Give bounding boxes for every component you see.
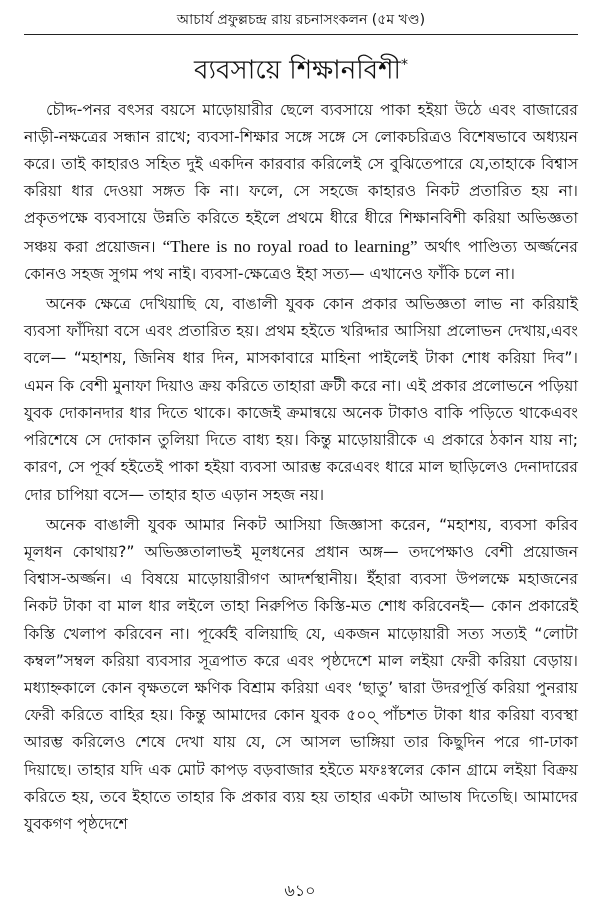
running-header: আচার্য প্রফুল্লচন্দ্র রায় রচনাসংকলন (৫ম খণ্ড): [176, 12, 426, 28]
paragraph-1: [24, 97, 578, 288]
paragraph-1-part-b: অর্থাৎ পাণ্ডিত্য অর্জ্জনের কোনও সহজ সুগম পথ নাই। ব্যবসা-ক্ষেত্রেও ইহা সত্য— এখানেও ফাঁকি চলে না।: [24, 237, 578, 283]
paragraph-2: অনেক ক্ষেত্রে দেখিয়াছি যে, বাঙালী যুবক কোন প্রকার অভিজ্ঞতা লাভ না করিয়াই ব্যবসা ফাঁদিয়া বসে এবং প্রতারিত হয়। প্রথম হইতে খরিদ্দার আসিয়া প্রলোভন দেখায়,এবং বলে— “মহাশয়, জিনিষ ধার দিন, মাসকাবারে মাহিনা পাইলেই টাকা শোধ করিয়া দিব”। এমন কি বেশী মুনাফা দিয়াও ক্রয় করিতে তাহারা ক্রটী করে না। এই প্রকার প্রলোভনে পড়িয়া যুবক দোকানদার ধার দিতে থাকে। কাজেই ক্রমান্বয়ে অনেক টাকাও বাকি পড়িতে থাকেএবং পরিশেষে সে দোকান তুলিয়া দিতে বাধ্য হয়। কিন্তু মাড়োয়ারীকে এ প্রকারে ঠকান যায় না; কারণ, সে পূর্ব্ব হইতেই পাকা হইয়া ব্যবসা আরম্ভ করেএবং ধারে মাল ছাড়িলেও দেনাদারের দোর চাপিয়া বসে— তাহার হাত এড়ান সহজ নয়।: [24, 295, 578, 504]
page-number: ৬১০: [284, 881, 316, 900]
article-body: [24, 97, 578, 838]
header-divider: [24, 34, 578, 35]
paragraph-1-part-a: চৌদ্দ-পনর বৎসর বয়সে মাড়োয়ারীর ছেলে ব্যবসায়ে পাকা হইয়া উঠে এবং বাজারের নাড়ী-নক্ষত্রের সন্ধান রাখে; ব্যবসা-শিক্ষার সঙ্গে সঙ্গে সে লোকচরিত্রও বিশেষভাবে অধ্যয়ন করে। তাই কাহারও সহিত দুই একদিন কারবার করিলেই সে বুঝিতেপারে যে,তাহাকে বিশ্বাস করিয়া ধার দেওয়া সঙ্গত কি না। ফলে, সে সহজে কাহারও নিকট প্রতারিত হয় না। প্রকৃতপক্ষে ব্যবসায়ে উন্নতি করিতে হইলে প্রথমে ধীরে ধীরে শিক্ষানবিশী করিয়া অভিজ্ঞতা সঞ্চয় করা প্রয়োজন।: [24, 100, 578, 256]
english-quote: “There is no royal road to learning”: [162, 236, 418, 256]
footnote-mark: *: [400, 57, 408, 73]
article-title: [24, 47, 578, 89]
paragraph-3: অনেক বাঙালী যুবক আমার নিকট আসিয়া জিজ্ঞাসা করেন, “মহাশয়, ব্যবসা করিব মূলধন কোথায়?” অভিজ্ঞতালাভই মূলধনের প্রধান অঙ্গ— তদপেক্ষাও বেশী প্রয়োজন বিশ্বাস-অর্জ্জন। এ বিষয়ে মাড়োয়ারীগণ আদর্শস্থানীয়। ইঁহারা ব্যবসা উপলক্ষে মহাজনের নিকট টাকা বা মাল ধার লইলে তাহা নিরুপিত কিস্তি-মত শোধ করিবেনই— কোন প্রকারেই কিস্তি খেলাপ করিবেন না। পূর্ব্বেই বলিয়াছি যে, একজন মাড়োয়ারী সত্য সত্যই “লোটা কম্বল”সম্বল করিয়া ব্যবসার সূত্রপাত করে এবং পৃষ্ঠদেশে মাল লইয়া ফেরী করিয়া বেড়ায়। মধ্যাহ্নকালে কোন বৃক্ষতলে ক্ষণিক বিশ্রাম করিয়া এবং ‘ছাতু’ দ্বারা উদরপূর্ত্তি করিয়া পুনরায় ফেরী করিতে বাহির হয়। কিন্তু আমাদের কোন যুবক ৫০০্ পাঁচশত টাকা ধার করিয়া ব্যবস্থা আরম্ভ করিলেও শেষে দেখা যায় যে, সে আসল ভাঙ্গিয়া তার কিছুদিন পরে গা-ঢাকা দিয়াছে। তাহার যদি এক মোট কাপড় বড়বাজার হইতে মফঃস্বলের কোন গ্রামে লইয়া বিক্রয় করিতে হয়, তবে ইহাতে তাহার কি প্রকার ব্যয় হয় তাহার একটা আভাষ দিতেছি। আমাদের যুবকগণ পৃষ্ঠদেশে: [24, 515, 578, 833]
article-title-text: ব্যবসায়ে শিক্ষানবিশী: [194, 55, 401, 86]
